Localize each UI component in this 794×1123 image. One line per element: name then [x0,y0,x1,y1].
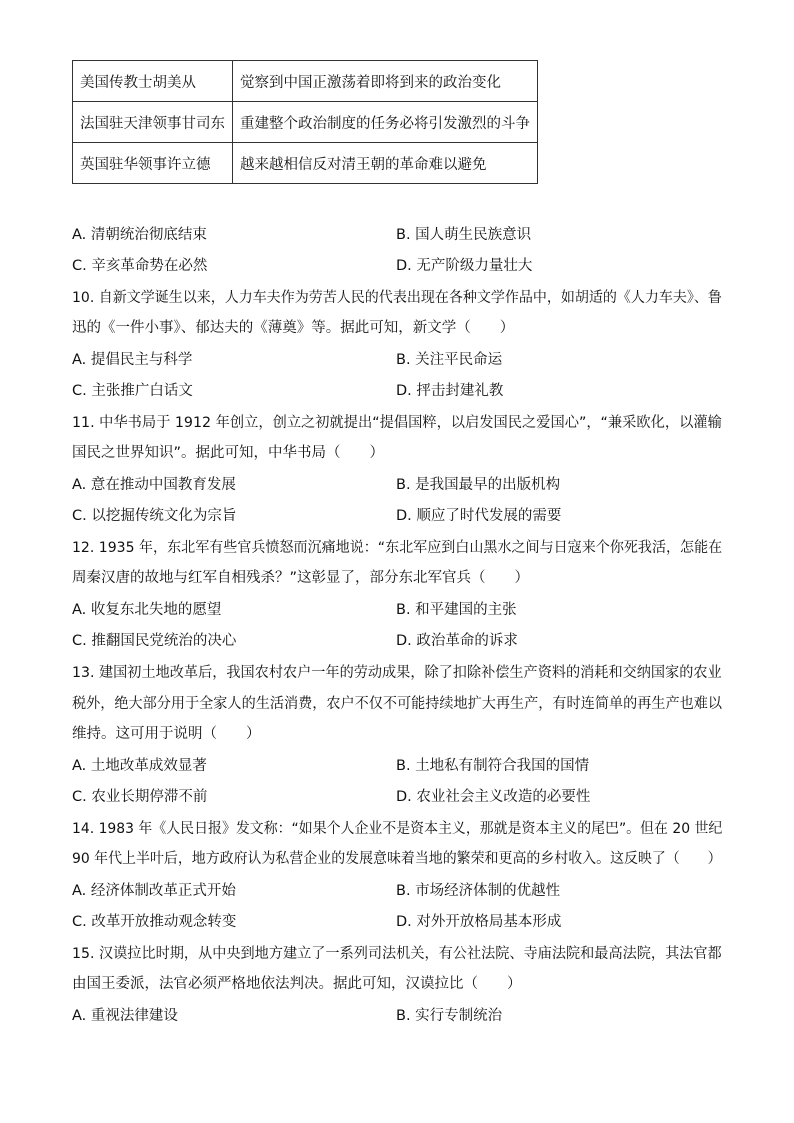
q10-stem-line: 10. 自新文学诞生以来，人力车夫作为劳苦人民的代表出现在各种文学作品中，如胡适的《人力车夫》、鲁 [72,290,722,306]
q14-stem-line: 90 年代上半叶后，地方政府认为私营企业的发展意味着当地的繁荣和更高的乡村收入。这反映了（ ） [72,851,722,867]
q11-option-d: D. 顺应了时代发展的需要 [396,508,562,524]
q13-stem-line: 13. 建国初土地改革后，我国农村农户一年的劳动成果，除了扣除补偿生产资料的消耗和交纳国家的农业 [72,665,722,681]
q10-option-a: A. 提倡民主与科学 [72,352,193,368]
table-row [73,102,538,143]
q14-option-d: D. 对外开放格局基本形成 [396,914,562,930]
q11-stem-line: 国民之世界知识”。据此可知，中华书局（ ） [72,445,385,461]
table-row [73,143,538,184]
q13-stem-line: 税外，绝大部分用于全家人的生活消费，农户不仅不可能持续地扩大再生产，有时连简单的再生产也难以 [72,696,722,712]
q12-option-c: C. 推翻国民党统治的决心 [72,633,237,649]
q13-option-c: C. 农业长期停滞不前 [72,789,208,805]
table-cell: 觉察到中国正激荡着即将到来的政治变化 [233,61,538,102]
q11-option-c: C. 以挖掘传统文化为宗旨 [72,508,237,524]
context-table [72,60,538,184]
q14-option-c: C. 改革开放推动观念转变 [72,914,237,930]
q12-option-d: D. 政治革命的诉求 [396,633,518,649]
q15-option-b: B. 实行专制统治 [396,1008,503,1024]
table-cell: 法国驻天津领事甘司东 [73,102,233,143]
q14-stem-line: 14. 1983 年《人民日报》发文称：“如果个人企业不是资本主义，那就是资本主义的尾巴”。但在 20 世纪 [72,821,723,837]
table-cell: 越来越相信反对清王朝的革命难以避免 [233,143,538,184]
table-row [73,61,538,102]
q11-option-b: B. 是我国最早的出版机构 [396,477,561,493]
q9-option-b: B. 国人萌生民族意识 [396,227,532,243]
q12-stem-line: 周秦汉唐的故地与红军自相残杀？”这彰显了，部分东北军官兵（ ） [72,570,530,586]
table-cell: 重建整个政治制度的任务必将引发激烈的斗争 [233,102,538,143]
table-cell: 英国驻华领事许立德 [73,143,233,184]
q13-option-b: B. 土地私有制符合我国的国情 [396,758,590,774]
q15-option-a: A. 重视法律建设 [72,1008,178,1024]
q15-stem-line: 15. 汉谟拉比时期，从中央到地方建立了一系列司法机关，有公社法院、寺庙法院和最高法院，其法官都 [72,946,722,962]
q10-option-d: D. 抨击封建礼教 [396,383,504,399]
q12-option-b: B. 和平建国的主张 [396,602,517,618]
q9-option-c: C. 辛亥革命势在必然 [72,258,208,274]
q12-option-a: A. 收复东北失地的愿望 [72,602,222,618]
q11-option-a: A. 意在推动中国教育发展 [72,477,236,493]
q15-stem-line: 由国王委派，法官必须严格地依法判决。据此可知，汉谟拉比（ ） [72,976,522,992]
table-cell: 美国传教士胡美从 [73,61,233,102]
q10-option-b: B. 关注平民命运 [396,352,503,368]
q13-stem-line: 维持。这可用于说明（ ） [72,726,261,742]
q10-stem-line: 迅的《一件小事》、郁达夫的《薄奠》等。据此可知，新文学（ ） [72,320,515,336]
q10-option-c: C. 主张推广白话文 [72,383,193,399]
q14-option-a: A. 经济体制改革正式开始 [72,883,236,899]
q9-option-d: D. 无产阶级力量壮大 [396,258,533,274]
q14-option-b: B. 市场经济体制的优越性 [396,883,561,899]
q13-option-a: A. 土地改革成效显著 [72,758,207,774]
q12-stem-line: 12. 1935 年，东北军有些官兵愤怒而沉痛地说：“东北军应到白山黑水之间与日寇来个你死我活，怎能在 [72,540,723,556]
q11-stem-line: 11. 中华书局于 1912 年创立，创立之初就提出“提倡国粹，以启发国民之爱国心”，“兼采欧化，以灌输 [72,415,722,431]
q13-option-d: D. 农业社会主义改造的必要性 [396,789,591,805]
q9-option-a: A. 清朝统治彻底结束 [72,227,207,243]
